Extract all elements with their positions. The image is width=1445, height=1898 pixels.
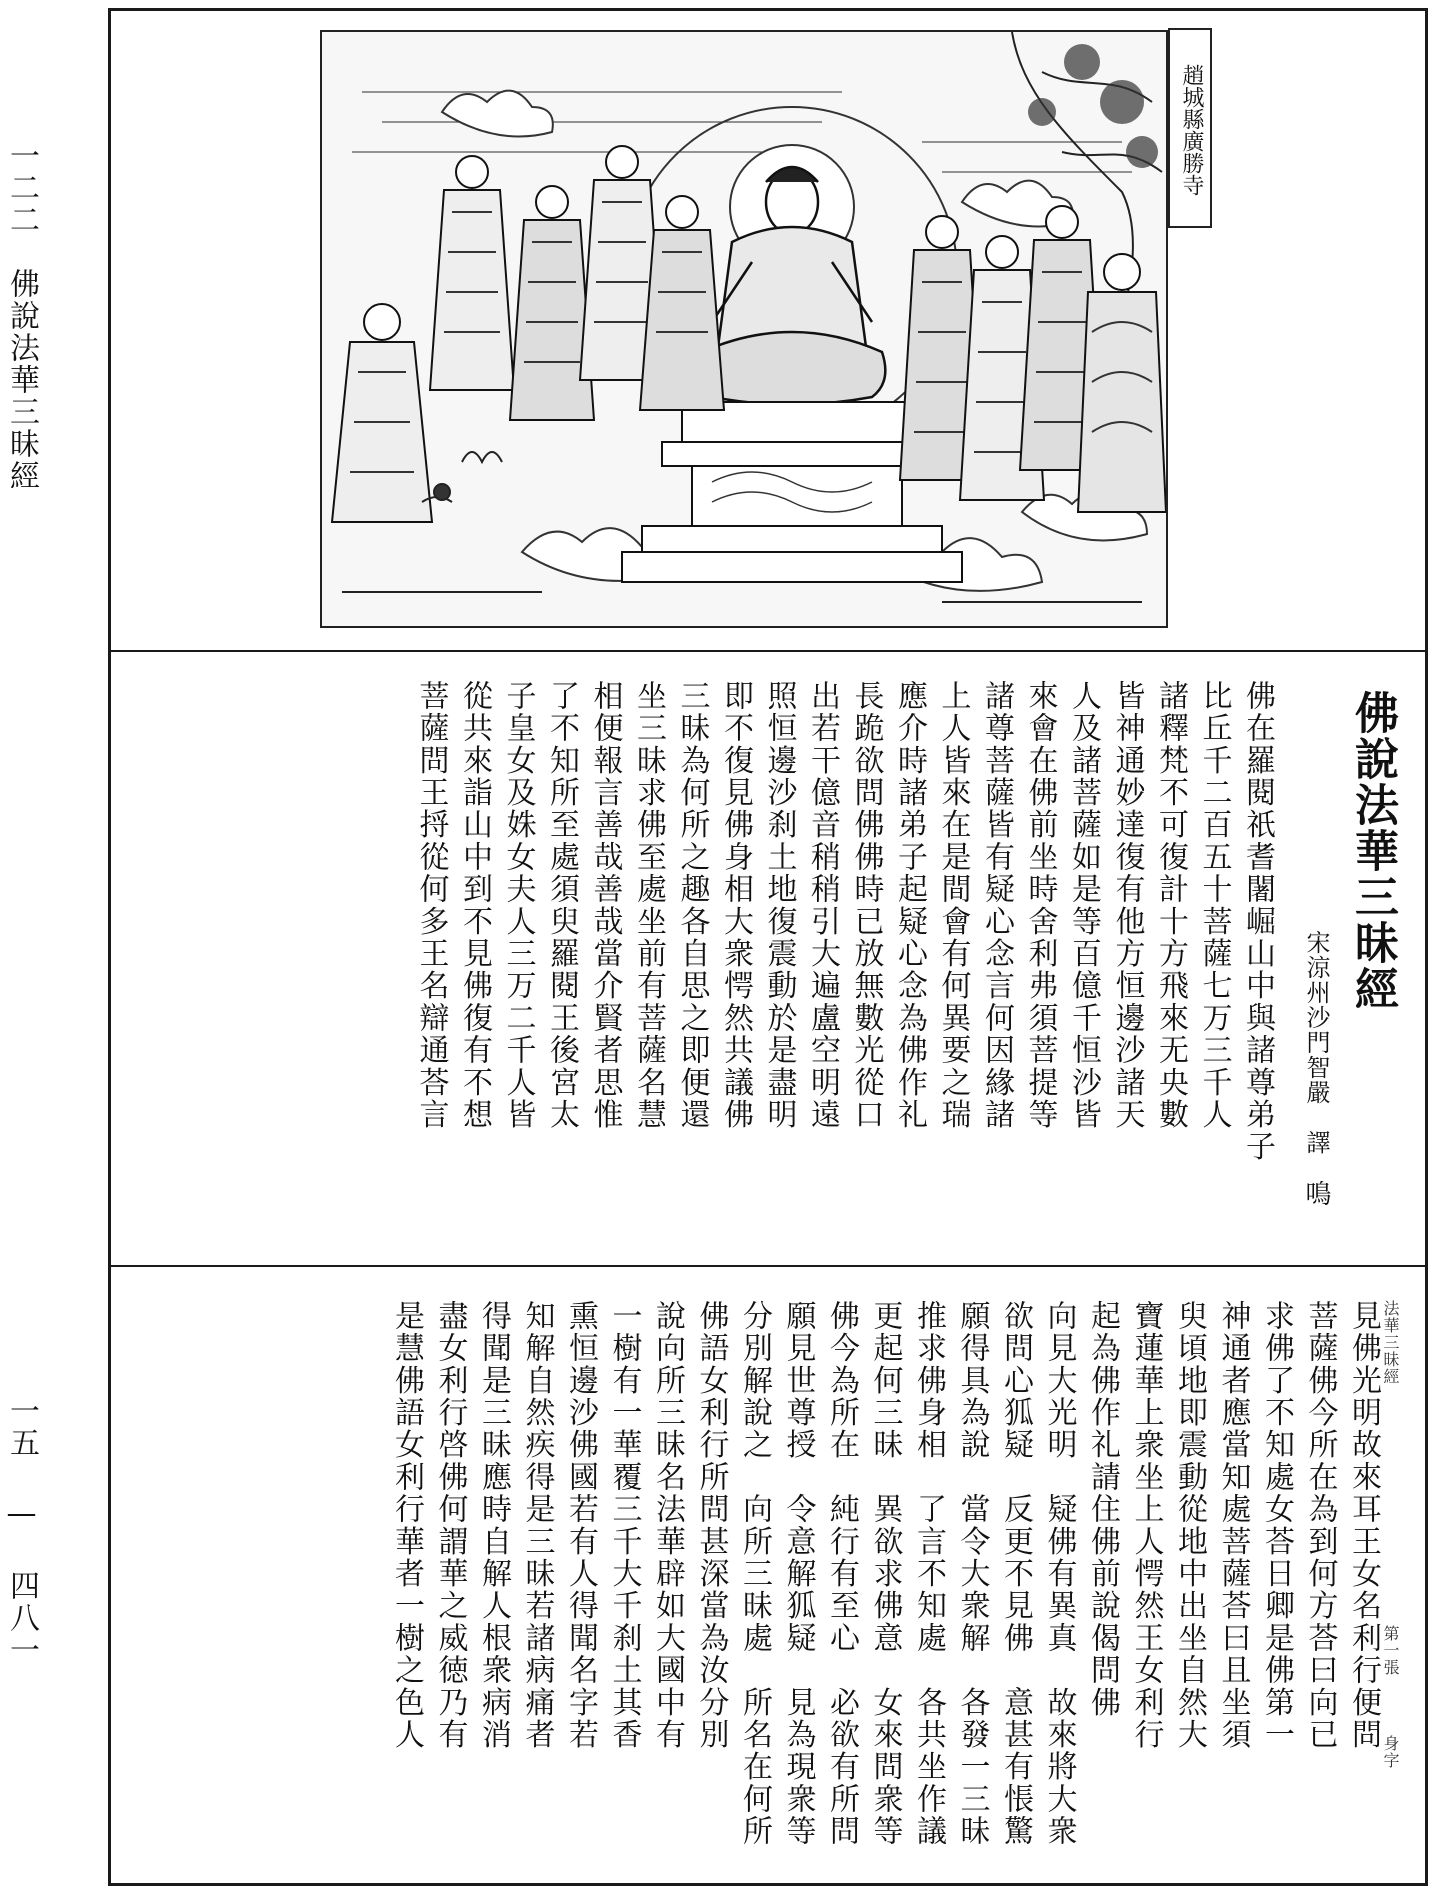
text-column: 佛語女利行所問甚深當為汝分別: [693, 1300, 729, 1751]
text-column: 佛今為所在 純行有至心 必欲有所問: [824, 1300, 859, 1848]
text-column: 上人皆來在是間會有何異要之瑞: [935, 680, 971, 1131]
text-column: 諸尊菩薩皆有疑心念言何因緣諸: [979, 680, 1014, 1131]
text-column: 起為佛作礼請住佛前說偈問佛: [1085, 1300, 1120, 1719]
text-column: 分別解說之 向所三昧處 所名在何所: [737, 1300, 772, 1848]
text-column: 得聞是三昧應時自解人根衆病消: [476, 1300, 511, 1751]
text-column: 來會在佛前坐時舍利弗須菩提等: [1022, 680, 1058, 1131]
text-column: 應介時諸弟子起疑心念為佛作礼: [892, 680, 927, 1131]
text-column: 願得具為說 當令大衆解 各發一三昧: [954, 1300, 990, 1848]
bottom-body-text: [135, 1300, 1385, 1860]
margin-page-number: 一五 — 四八一: [4, 1395, 39, 1666]
side-label-sutra: 法華三昧經: [1381, 1300, 1400, 1385]
text-column: 人及諸菩薩如是等百億千恒沙皆: [1066, 680, 1101, 1131]
text-column: 相便報言善哉善哉當介賢者思惟: [587, 680, 623, 1131]
divider-bottom: [108, 1265, 1428, 1267]
middle-body-text: [229, 680, 1279, 1240]
text-column: 知解自然疾得是三昧若諸病痛者: [519, 1300, 555, 1751]
text-column: 坐三昧求佛至處坐前有菩薩名慧: [631, 680, 666, 1131]
text-column: 從共來詣山中到不見佛復有不想: [457, 680, 492, 1131]
text-column: 向見大光明 疑佛有異真 故來將大衆: [1041, 1300, 1077, 1848]
text-column: 一樹有一華覆三千大千刹土其香: [606, 1300, 642, 1751]
side-label-folio: 身字: [1381, 1735, 1400, 1769]
text-column: 照恒邊沙刹土地復震動於是盡明: [761, 680, 797, 1131]
text-column: 神通者應當知處菩薩荅曰且坐須: [1215, 1300, 1251, 1751]
text-column: 菩薩佛今所在為到何方荅曰向已: [1302, 1300, 1338, 1751]
margin-volume-title: 一二二 佛說法華三昧經: [4, 140, 39, 492]
text-column: 出若干億音稍稍引大遍盧空明遠: [805, 680, 840, 1131]
temple-label: 趙城縣廣勝寺: [1168, 28, 1212, 228]
text-column: 比丘千二百五十菩薩七万三千人: [1196, 680, 1232, 1131]
text-column: 長跪欲問佛佛時已放無數光從口: [848, 680, 884, 1131]
seal-mark: 鳴: [1301, 1180, 1331, 1206]
text-column: 盡女利行啓佛何謂華之威徳乃有: [432, 1300, 468, 1751]
divider-top: [108, 650, 1428, 652]
text-column: 了不知所至處須臾羅閱王後宮太: [544, 680, 579, 1131]
text-column: 子皇女及姝女夫人三万二千人皆: [500, 680, 536, 1131]
text-column: 臾頃地即震動從地中出坐自然大: [1172, 1300, 1207, 1751]
text-column: 說向所三昧名法華辟如大國中有: [650, 1300, 685, 1751]
sutra-title: 佛說法華三昧經: [1347, 690, 1398, 1012]
text-column: 三昧為何所之趣各自思之即便還: [674, 680, 710, 1131]
side-label-fascicle: 第一張: [1381, 1625, 1400, 1676]
text-column: 是慧佛語女利行華者一樹之色人: [389, 1300, 424, 1751]
text-column: 菩薩問王捋從何多王名辯通荅言: [413, 680, 449, 1131]
text-column: 皆神通妙達復有他方恒邊沙諸天: [1109, 680, 1145, 1131]
text-column: 諸釋梵不可復計十方飛來无央數: [1153, 680, 1188, 1131]
text-column: 即不復見佛身相大衆愕然共議佛: [718, 680, 753, 1131]
text-column: 寶蓮華上衆坐上人愕然王女利行: [1128, 1300, 1164, 1751]
text-column: 欲問心狐疑 反更不見佛 意甚有悵驚: [998, 1300, 1033, 1848]
text-column: 願見世尊授 令意解狐疑 見為現衆等: [780, 1300, 816, 1848]
frontispiece-illustration: [320, 30, 1168, 628]
text-column: 熏恒邊沙佛國若有人得聞名字若: [563, 1300, 598, 1751]
text-column: 推求佛身相 了言不知處 各共坐作議: [911, 1300, 946, 1848]
text-column: 佛在羅閱祇耆闍崛山中與諸尊弟子: [1240, 680, 1275, 1163]
text-column: 更起何三昧 異欲求佛意 女來問衆等: [867, 1300, 903, 1848]
text-column: 見佛光明故來耳王女名利行便問: [1346, 1300, 1381, 1751]
text-column: 求佛了不知處女荅日卿是佛第一: [1259, 1300, 1294, 1751]
translator-credit: 宋涼州沙門智嚴 譯: [1302, 930, 1330, 1155]
